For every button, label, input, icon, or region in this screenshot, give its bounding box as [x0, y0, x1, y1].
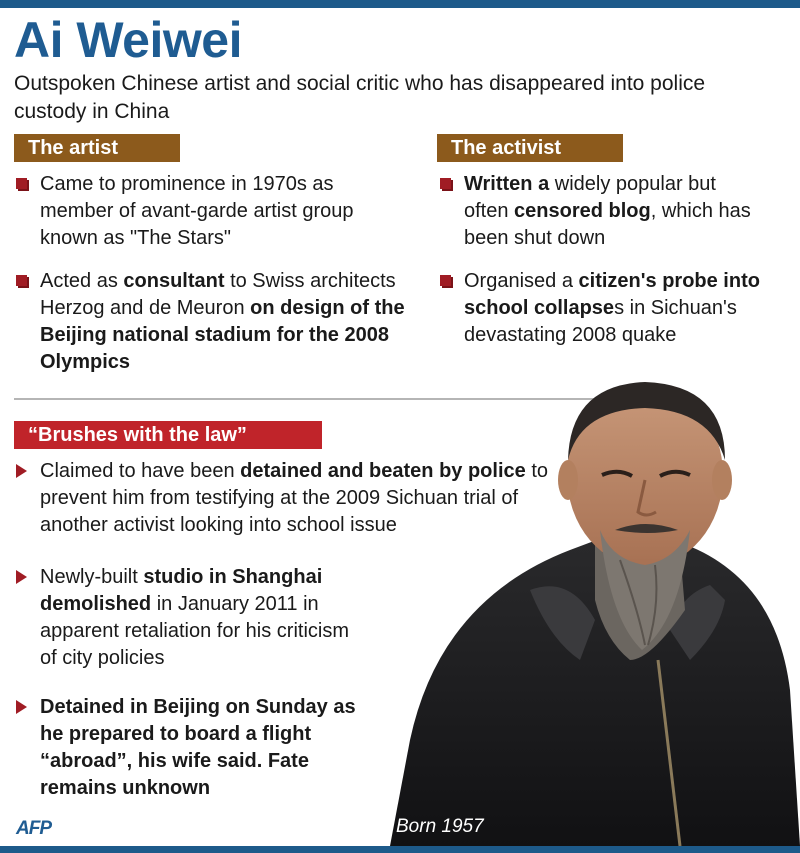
- portrait-photo: [380, 360, 800, 846]
- activist-item-1-text-d: , which has been shut down: [464, 200, 751, 249]
- law-item-1: [40, 458, 590, 539]
- bullet-triangle-icon: [16, 700, 27, 714]
- bullet-square-icon: [16, 178, 27, 189]
- activist-item-1: [464, 171, 764, 252]
- law-item-1-text-a: Claimed to have been: [40, 460, 241, 482]
- activist-item-1-text-a: Written a: [464, 173, 550, 195]
- top-border-bar: [0, 0, 800, 8]
- law-item-2: [40, 564, 370, 672]
- photo-caption: Born 1957: [396, 816, 484, 837]
- law-item-2-text-a: Newly-built: [40, 566, 144, 588]
- bullet-triangle-icon: [16, 464, 27, 478]
- artist-item-1: [40, 171, 410, 252]
- activist-item-1-text-b: widely popular but often: [464, 173, 716, 222]
- law-item-3: [40, 694, 370, 802]
- bullet-triangle-icon: [16, 570, 27, 584]
- law-item-2-text-c: in January 2011 in apparent retaliation for his criticism of city policies: [40, 593, 350, 669]
- activist-item-2: [464, 268, 764, 349]
- afp-logo: AFP: [16, 818, 51, 839]
- artist-item-2-text-a: Acted as: [40, 270, 124, 292]
- bullet-square-icon: [16, 275, 27, 286]
- artist-item-1-text: Came to prominence in 1970s as member of avant-garde artist group known as "The Stars": [40, 173, 354, 249]
- activist-item-2-text-b: citizen's probe into school collapse: [464, 270, 760, 319]
- bullet-square-icon: [440, 178, 451, 189]
- section-header-activist: The activist: [437, 134, 623, 162]
- law-item-2-text-b: studio in Shanghai demolished: [40, 566, 323, 615]
- law-item-1-text-c: to prevent him from testifying at the 2009 Sichuan trial of another activist looking into school issue: [40, 460, 549, 536]
- activist-item-2-text-c: s in Sichuan's devastating 2008 quake: [464, 297, 737, 346]
- page-title: Ai Weiwei: [14, 12, 242, 68]
- law-item-1-text-b: detained and beaten by police: [240, 460, 526, 482]
- section-header-artist: The artist: [14, 134, 180, 162]
- artist-item-2-text-c: to Swiss architects Herzog and de Meuron: [40, 270, 396, 319]
- artist-item-2-text-b: consultant: [123, 270, 225, 292]
- artist-item-2-text-d: on design of the Beijing national stadium for the 2008 Olympics: [40, 297, 405, 373]
- activist-item-1-text-c: censored blog: [514, 200, 651, 222]
- page-subtitle: Outspoken Chinese artist and social critic who has disappeared into police custody in China: [14, 72, 706, 123]
- activist-item-2-text-a: Organised a: [464, 270, 579, 292]
- bottom-border-bar: [0, 846, 800, 853]
- section-header-law: “Brushes with the law”: [14, 421, 322, 449]
- bullet-square-icon: [440, 275, 451, 286]
- artist-item-2: [40, 268, 415, 376]
- law-item-3-text: Detained in Beijing on Sunday as he prepared to board a flight “abroad”, his wife said. Fate remains unknown: [40, 696, 356, 799]
